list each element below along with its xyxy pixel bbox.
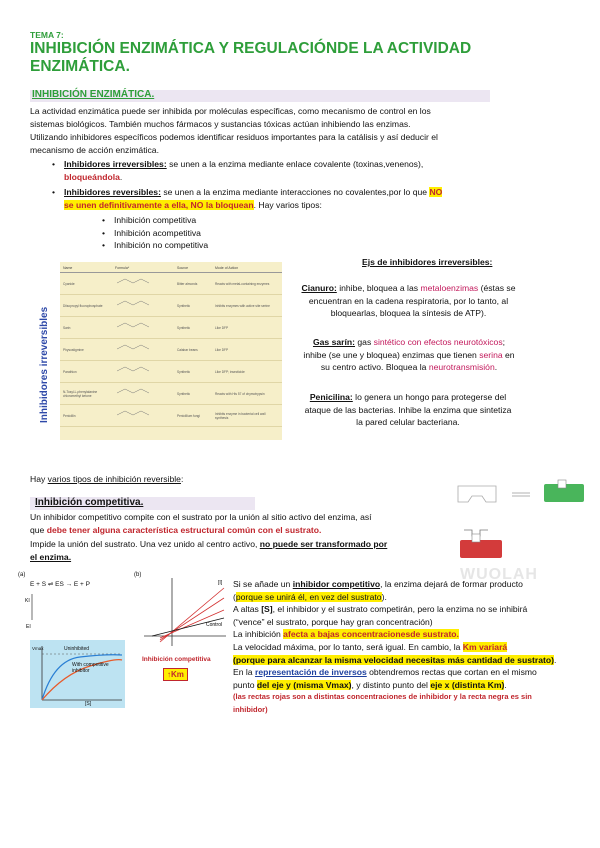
- text: A altas: [233, 604, 262, 615]
- explanation-line: [233, 628, 598, 641]
- paragraph-line: La actividad enzimática puede ser inhibida por moléculas específicas, como mecanismo de control en los: [30, 106, 431, 116]
- enzyme-empty-shape: [458, 486, 496, 502]
- text: (“vence” el sustrato, porque hay gran concentración): [233, 616, 433, 627]
- table-image: [60, 262, 282, 440]
- enzyme-red-shape: [460, 540, 502, 558]
- text: bloquearlas, bloquea la síntesis de ATP).: [330, 308, 487, 319]
- explanation-line: [233, 616, 598, 629]
- competitive-line: [30, 538, 387, 551]
- km-increase-badge: ↑Km: [163, 668, 188, 681]
- irreversible-inhibitors-table-figure: [34, 262, 282, 442]
- table-side-label: Inhibidores irreversibles: [39, 306, 50, 423]
- cianuro-label: Cianuro:: [301, 283, 337, 293]
- x-axis-highlight: eje x (distinta Km): [430, 679, 505, 690]
- reversible-end: . Hay varios tipos:: [253, 199, 322, 210]
- examples-heading: Ejs de inhibidores irreversibles:: [362, 257, 493, 267]
- metaloenzimas-text: metaloenzimas: [420, 283, 479, 293]
- example-sarin: [280, 336, 538, 374]
- explanation-line: [233, 578, 598, 591]
- text: obtendremos rectas que cortan en el mismo: [366, 667, 537, 678]
- sub-item-text: Inhibición competitiva: [114, 215, 197, 225]
- watermark: WUOLAH: [460, 566, 538, 583]
- text: que: [30, 525, 47, 535]
- list-item-reversible: [64, 186, 544, 211]
- sub-item: [114, 214, 208, 227]
- text: ;: [502, 337, 506, 347]
- km-variara-highlight: Km variará: [462, 641, 508, 652]
- low-substrate-highlight: afecta a bajas concentracionesde sustrato.: [283, 629, 459, 640]
- table-side-label-box: [34, 280, 54, 430]
- formula-structure: [115, 276, 177, 291]
- irreversible-text: se unen a la enzima mediante enlace covalente (toxinas,venenos),: [166, 159, 424, 169]
- text: lo genera un hongo para protegerse del: [352, 392, 507, 402]
- table-cell: Sarin: [63, 325, 71, 330]
- sub-item-text: Inhibición no competitiva: [114, 240, 209, 251]
- column-header: Mode of Action: [215, 266, 239, 270]
- enzima-text: el enzima.: [30, 552, 72, 562]
- table-cell: Like DFP; insecticide: [215, 369, 245, 374]
- lineweaver-burk-plot: [134, 574, 229, 654]
- section-heading-inhibicion: INHIBICIÓN ENZIMÁTICA.: [32, 89, 155, 100]
- formula-structure: [115, 364, 177, 379]
- explanation-line: [233, 603, 598, 616]
- inhibitor-square: [472, 534, 480, 542]
- enzyme-binding-diagram: [452, 478, 592, 568]
- text: La inhibición: [233, 629, 284, 640]
- table-row: [60, 361, 282, 383]
- example-penicilina: [288, 391, 528, 429]
- formula-structure: [115, 342, 177, 357]
- text: inhibe, bloquea a las: [336, 283, 421, 293]
- text: ataque de las bacterias. Inhibe la enzima que sintetiza: [304, 404, 512, 415]
- table-cell: Like DFP: [215, 325, 229, 330]
- table-cell: Penicillin: [63, 413, 76, 418]
- explanation-line: [233, 666, 598, 679]
- not-transformed-text: no puede ser transformado por: [259, 539, 388, 549]
- table-cell: Bitter almonds: [177, 281, 198, 286]
- explanation-line: [233, 704, 598, 717]
- bloqueandola-text: bloqueándola: [64, 171, 120, 182]
- sub-item-text: Inhibición acompetitiva: [114, 227, 201, 238]
- explanation-line: [233, 691, 598, 704]
- text: , la enzima dejará de formar producto: [380, 579, 523, 589]
- table-cell: N-Tosyl-L-phenylalanine chloromethyl ketone: [63, 389, 98, 398]
- text: la pared celular bacteriana.: [356, 417, 460, 428]
- lb-caption: Inhibición competitiva: [142, 656, 211, 663]
- text: encuentran en la cadena respiratoria, por lo tanto, al: [308, 295, 509, 306]
- more-substrate-highlight: (porque para alcanzar la misma velocidad necesitas más cantidad de sustrato): [233, 654, 554, 665]
- paragraph-line: sistemas biológicos. También muchos fármacos y sustancias tóxicas actúan inhibiendo las enzimas.: [30, 119, 411, 129]
- example-cianuro: [286, 282, 531, 320]
- text: gas: [355, 337, 374, 347]
- formula-structure: [115, 408, 177, 423]
- text: .: [494, 362, 498, 373]
- table-cell: Reacts with His 57 of chymotrypsin: [215, 391, 265, 396]
- text: :: [180, 474, 184, 484]
- table-row: [60, 317, 282, 339]
- competitive-heading: Inhibición competitiva.: [35, 497, 144, 508]
- sarin-pink-text: sintético con efectos neurotóxicos: [373, 337, 503, 347]
- period: .: [119, 171, 123, 182]
- paragraph-line: Utilizando inhibidores específicos podemos identificar residuos importantes para la catálisis y así deducir el: [30, 132, 438, 142]
- table-cell: Reacts with metal-containing enzymes: [215, 281, 270, 286]
- inverse-representation-text: representación de inversos: [254, 667, 367, 678]
- page-title-line1: INHIBICIÓN ENZIMÁTICA Y REGULACIÓNDE LA ACTIVIDAD: [30, 40, 472, 57]
- no-highlight: NO: [429, 187, 443, 197]
- table-body: [60, 273, 282, 427]
- table-cell: Physostigmine: [63, 347, 84, 352]
- lb-inhibitor-label: [I]: [218, 580, 223, 586]
- competitive-explanation: [233, 578, 598, 717]
- text: La velocidad máxima, por lo tanto, será igual. En cambio, la: [233, 641, 463, 652]
- text: inhibe (se une y bloquea) enzimas que tienen: [303, 349, 480, 360]
- sub-item: [114, 227, 208, 240]
- table-header: [60, 262, 282, 273]
- table-cell: Cyanide: [63, 281, 75, 286]
- text: .: [553, 654, 557, 665]
- table-cell: Inhibits enzyme in bacterial cell wall synthesis: [215, 411, 266, 420]
- explanation-line: [233, 591, 598, 604]
- text: su centro activo. Bloquea la: [320, 362, 429, 373]
- text: En la: [233, 667, 255, 678]
- y-axis-highlight: del eje y (misma Vmax): [256, 679, 352, 690]
- table-row: [60, 339, 282, 361]
- text: Hay: [30, 474, 48, 484]
- scheme-label: EI: [26, 624, 31, 630]
- table-cell: Diisopropyl fluorophosphate: [63, 303, 103, 308]
- sub-list: [114, 214, 208, 252]
- serina-text: serina: [479, 349, 503, 360]
- figure-a-label: (a): [18, 572, 26, 578]
- lb-control-label: Control: [206, 622, 223, 628]
- competitive-label: With competitive inhibitor: [72, 662, 109, 674]
- table-cell: Penicillium fungi: [177, 413, 201, 418]
- competitive-line: [30, 551, 71, 564]
- formula-structure: [115, 386, 177, 401]
- text: Impide la unión del sustrato. Una vez unido al centro activo,: [30, 539, 260, 549]
- structural-feature-text: debe tener alguna característica estructural común con el sustrato.: [46, 525, 322, 535]
- competitive-line: Un inhibidor competitivo compite con el sustrato por la unión al sitio activo del enzima, así: [30, 512, 372, 522]
- scheme-label: KI: [25, 598, 30, 604]
- competitive-line: [30, 524, 321, 537]
- text: , el inhibidor y el sustrato competirán, pero la enzima no se inhibirá: [272, 604, 528, 615]
- topic-number: TEMA 7:: [30, 30, 64, 40]
- table-cell: Calabar beans: [177, 347, 198, 352]
- explanation-line: [233, 654, 598, 667]
- irreversible-label: Inhibidores irreversibles:: [64, 159, 167, 169]
- list-item-irreversible: [64, 158, 514, 183]
- x-axis-label: [S]: [85, 701, 92, 707]
- paragraph-line: mecanismo de acción enzimática.: [30, 145, 159, 155]
- text: punto: [233, 679, 257, 690]
- table-cell: Like DFP: [215, 347, 229, 352]
- substrate-symbol: [S]: [261, 604, 273, 615]
- column-header: Formula*: [115, 266, 130, 270]
- inhibidor-competitivo-text: inhibidor competitivo: [292, 579, 381, 589]
- reversible-types-line: [30, 473, 183, 486]
- table-cell: Synthetic: [177, 303, 191, 308]
- substrate-square: [558, 480, 566, 488]
- table-row: [60, 405, 282, 427]
- column-header: Source: [177, 266, 189, 270]
- note-text: inhibidor): [233, 704, 268, 714]
- penicilina-label: Penicilina:: [309, 392, 353, 402]
- uninhibited-label: Uninhibited: [64, 646, 90, 652]
- figure-a-equation: E + S ⇌ ES → E + P: [30, 581, 90, 588]
- no-bloquean-highlight: se unen definitivamente a ella, NO la bloquean: [64, 199, 254, 210]
- sub-item: [114, 239, 208, 252]
- sarin-label: Gas sarín:: [312, 337, 356, 347]
- column-header: Name: [63, 266, 73, 270]
- reversible-text: se unen a la enzima mediante interacciones no covalentes,por lo que: [160, 187, 430, 197]
- explanation-line: [233, 679, 598, 692]
- table-cell: Synthetic: [177, 391, 191, 396]
- table-cell: Parathion: [63, 369, 77, 374]
- text: Si se añade un: [233, 579, 293, 589]
- reversible-label: Inhibidores reversibles:: [64, 187, 161, 197]
- figure-a-scheme: [22, 590, 132, 630]
- neurotransmision-text: neurotransmisión: [428, 362, 495, 373]
- text: .: [504, 679, 507, 690]
- text: (éstas se: [478, 283, 516, 293]
- text: ).: [381, 591, 387, 602]
- reversible-types-text: varios tipos de inhibición reversible: [47, 474, 181, 484]
- formula-structure: [115, 320, 177, 335]
- note-text: (las rectas rojas son a distintas concentraciones de inhibidor y la recta negra es sin: [233, 692, 532, 702]
- formula-structure: [115, 298, 177, 313]
- table-row: [60, 295, 282, 317]
- table-cell: Synthetic: [177, 325, 191, 330]
- text: (: [233, 591, 236, 602]
- figure-b-label: (b): [134, 572, 142, 578]
- table-cell: Inhibits enzymes with active site serine: [215, 303, 270, 308]
- highlight-text: porque se unirá él, en vez del sustrato: [235, 591, 382, 602]
- text: en: [502, 349, 515, 360]
- table-cell: Synthetic: [177, 369, 191, 374]
- page-title-line2: ENZIMÁTICA.: [30, 58, 130, 75]
- vmax-label: Vmax: [32, 646, 44, 651]
- table-row: [60, 273, 282, 295]
- explanation-line: [233, 641, 598, 654]
- table-row: [60, 383, 282, 405]
- text: , y distinto punto del: [351, 679, 431, 690]
